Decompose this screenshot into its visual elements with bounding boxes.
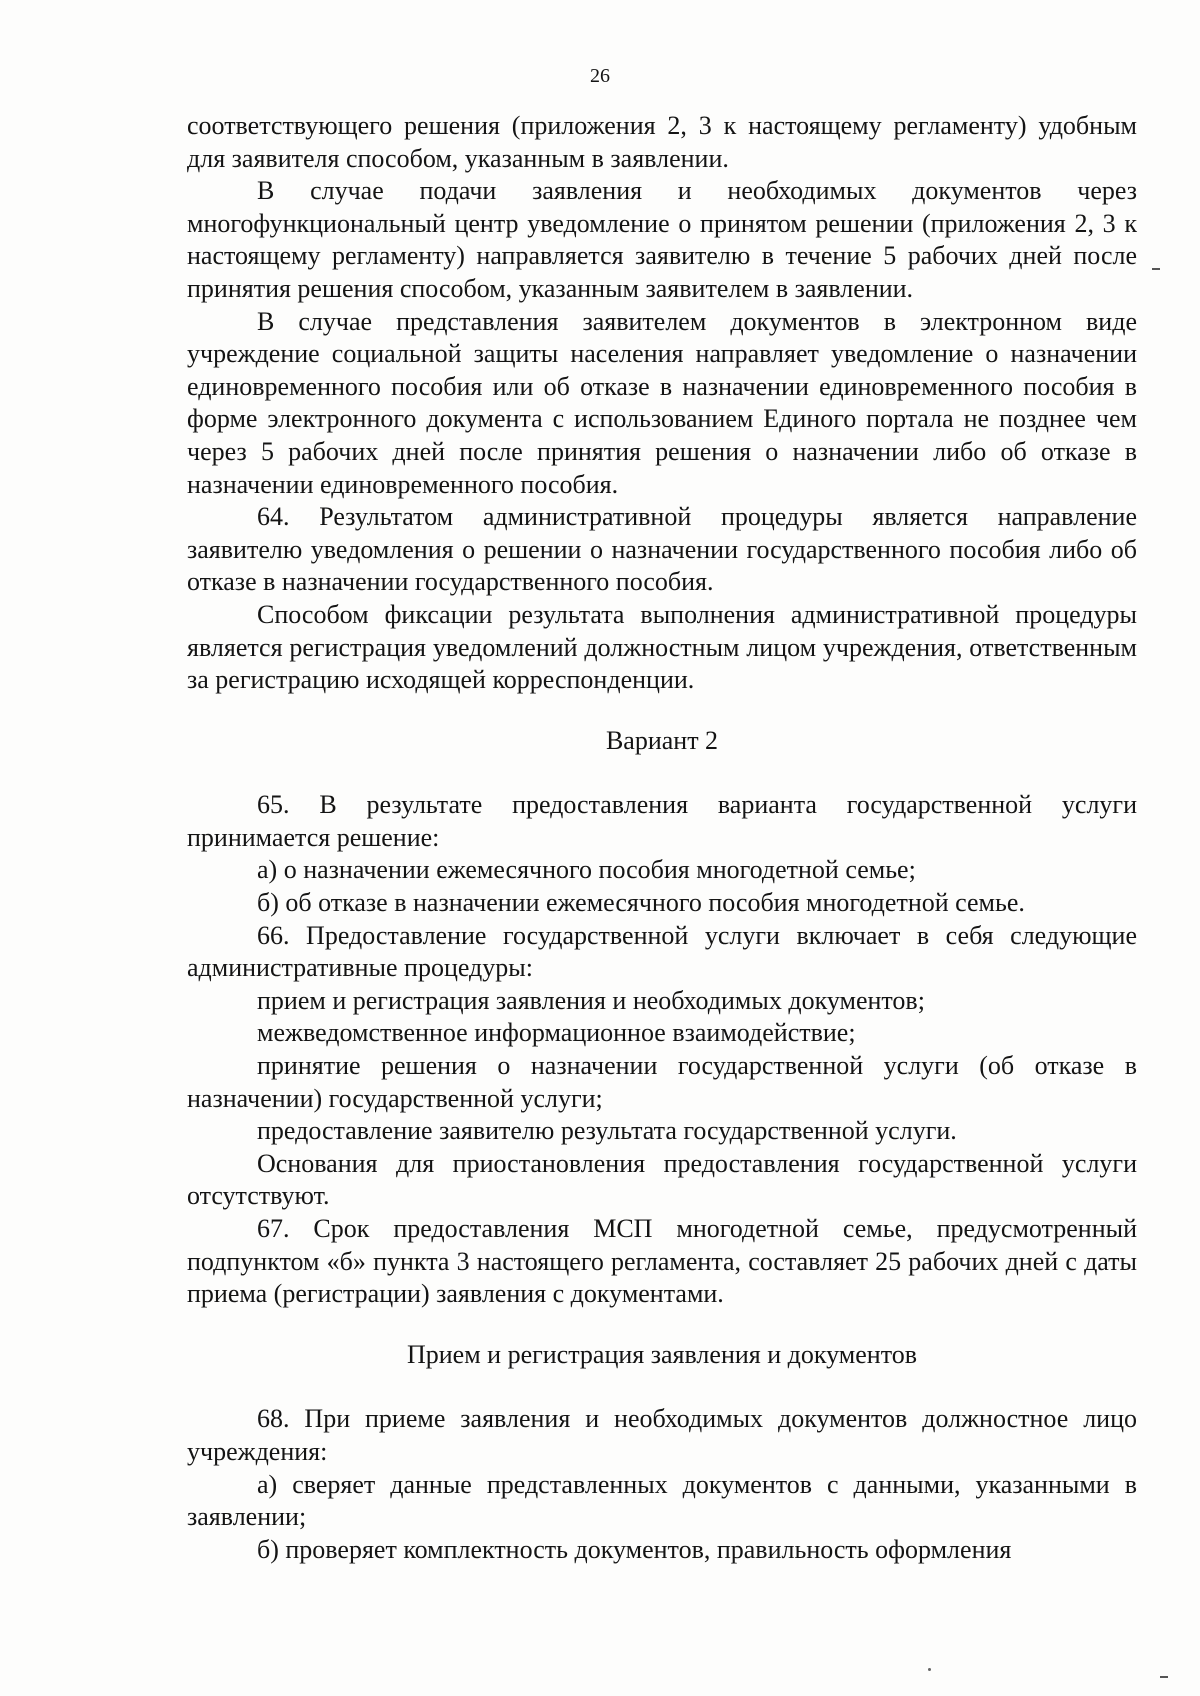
document-body <box>187 110 1137 1566</box>
paragraph-65: 65. В результате предоставления варианта государственной услуги принимается решение: <box>187 790 1137 852</box>
paragraph-fixation-method: Способом фиксации результата выполнения административной процедуры является регистрация уведомлений должностным лицом учреждения, ответственным за регистрацию исходящей корреспонденции. <box>187 599 1137 695</box>
list-item-65a: а) о назначении ежемесячного пособия многодетной семье; <box>257 855 916 885</box>
list-item-procedure-1: прием и регистрация заявления и необходимых документов; <box>257 985 925 1015</box>
paragraph-64: 64. Результатом административной процедуры является направление заявителю уведомления о решении о назначении государственного пособия либо об отказе в назначении государственного пособия. <box>187 502 1137 597</box>
list-item-procedure-4: предоставление заявителю результата государственной услуги. <box>257 1116 957 1146</box>
paragraph-continuation: соответствующего решения (приложения 2, 3 к настоящему регламенту) удобным для заявителя способом, указанным в заявлении. <box>187 111 1137 173</box>
scan-mark <box>1152 268 1160 270</box>
list-item-65b: б) об отказе в назначении ежемесячного пособия многодетной семье. <box>257 888 1025 918</box>
scan-mark-bottom <box>1160 1676 1168 1678</box>
paragraph-68: 68. При приеме заявления и необходимых документов должностное лицо учреждения: <box>187 1404 1137 1466</box>
paragraph-electronic-notification: В случае представления заявителем документов в электронном виде учреждение социальной защиты населения направляет уведомление о назначении единовременного пособия или об отказе в назначении единовременного пособия в форме электронного документа с использованием Единого портала не позднее чем через 5 рабочих дней после принятия решения о назначении либо об отказе в назначении единовременного пособия. <box>187 306 1137 499</box>
paragraph-66: 66. Предоставление государственной услуги включает в себя следующие административные процедуры: <box>187 920 1137 983</box>
list-item-68b: б) проверяет комплектность документов, правильность оформления <box>257 1534 1012 1564</box>
paragraph-mfc-notification: В случае подачи заявления и необходимых документов через многофункциональный центр уведомление о принятом решении (приложения 2, 3 к настоящему регламенту) направляется заявителю в течение 5 рабочих дней после принятия решения способом, указанным заявителем в заявлении. <box>187 176 1137 303</box>
section-heading-variant-2: Вариант 2 <box>605 725 719 755</box>
page-number: 26 <box>590 65 610 87</box>
section-heading-reception: Прием и регистрация заявления и документов <box>406 1339 918 1369</box>
list-item-procedure-3: принятие решения о назначении государственной услуги (об отказе в назначении) государственной услуги; <box>187 1051 1137 1113</box>
paragraph-suspension-grounds: Основания для приостановления предоставления государственной услуги отсутствуют. <box>187 1148 1137 1211</box>
list-item-procedure-2: межведомственное информационное взаимодействие; <box>257 1018 856 1048</box>
scan-speck <box>928 1668 931 1671</box>
paragraph-67: 67. Срок предоставления МСП многодетной семье, предусмотренный подпунктом «б» пункта 3 настоящего регламента, составляет 25 рабочих дней с даты приема (регистрации) заявления с документами. <box>187 1214 1137 1309</box>
list-item-68a: а) сверяет данные представленных документов с данными, указанными в заявлении; <box>187 1469 1137 1532</box>
